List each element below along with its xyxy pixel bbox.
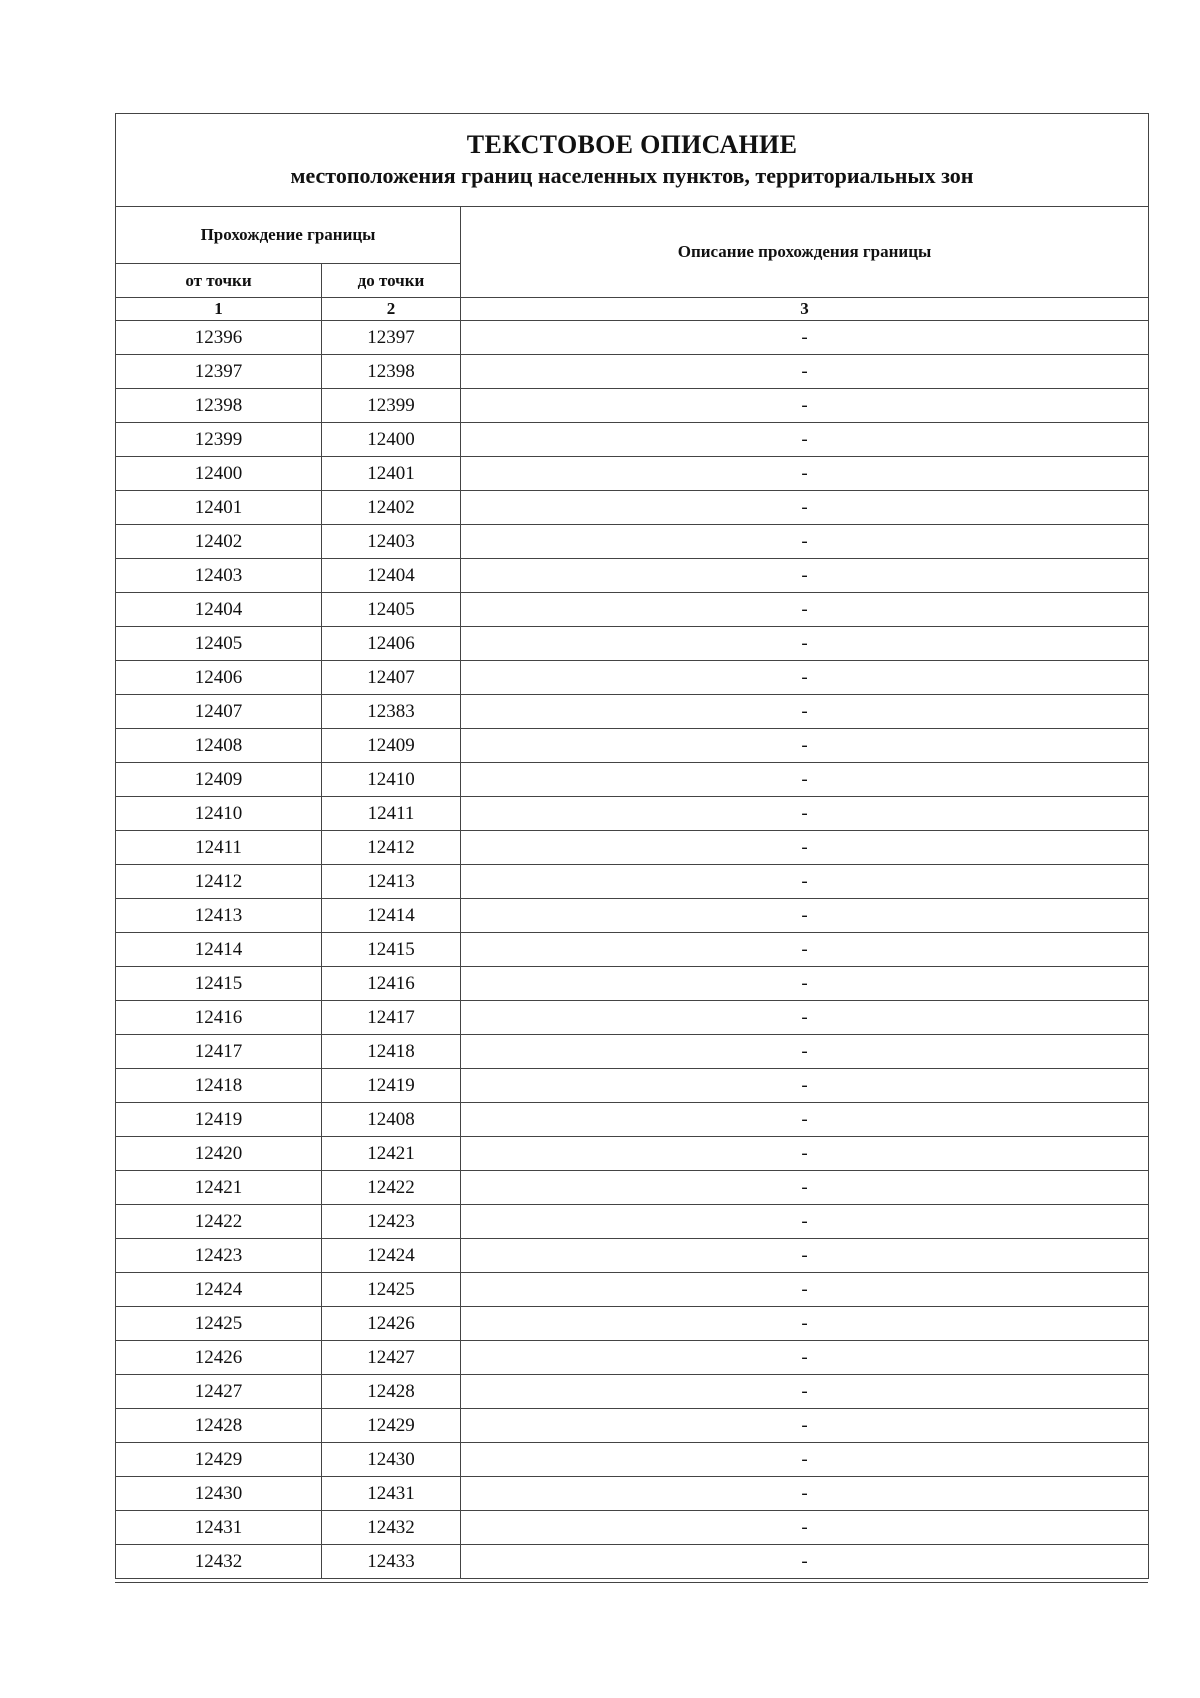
to-point-cell: 12433 xyxy=(322,1545,461,1579)
from-point-cell: 12423 xyxy=(116,1239,322,1273)
table-row xyxy=(116,1409,1149,1443)
from-point-cell: 12408 xyxy=(116,729,322,763)
to-point-cell: 12404 xyxy=(322,559,461,593)
description-cell: - xyxy=(461,1001,1149,1035)
table-row xyxy=(116,627,1149,661)
table-row xyxy=(116,525,1149,559)
table-row xyxy=(116,1171,1149,1205)
to-point-cell: 12409 xyxy=(322,729,461,763)
boundary-description-document xyxy=(115,113,1148,1579)
description-cell: - xyxy=(461,1035,1149,1069)
from-point-cell: 12405 xyxy=(116,627,322,661)
from-point-cell: 12419 xyxy=(116,1103,322,1137)
to-point-cell: 12383 xyxy=(322,695,461,729)
table-row xyxy=(116,1511,1149,1545)
description-header: Описание прохождения границы xyxy=(461,207,1149,298)
description-cell: - xyxy=(461,729,1149,763)
description-cell: - xyxy=(461,1103,1149,1137)
column-number: 1 xyxy=(116,298,322,321)
from-point-cell: 12404 xyxy=(116,593,322,627)
description-cell: - xyxy=(461,355,1149,389)
description-cell: - xyxy=(461,831,1149,865)
from-point-cell: 12422 xyxy=(116,1205,322,1239)
from-point-cell: 12398 xyxy=(116,389,322,423)
to-point-cell: 12421 xyxy=(322,1137,461,1171)
to-point-cell: 12424 xyxy=(322,1239,461,1273)
to-point-cell: 12411 xyxy=(322,797,461,831)
to-point-header: до точки xyxy=(322,264,461,298)
table-row xyxy=(116,831,1149,865)
to-point-cell: 12422 xyxy=(322,1171,461,1205)
description-cell: - xyxy=(461,797,1149,831)
from-point-cell: 12401 xyxy=(116,491,322,525)
description-cell: - xyxy=(461,1273,1149,1307)
table-row xyxy=(116,389,1149,423)
description-cell: - xyxy=(461,1375,1149,1409)
from-point-cell: 12397 xyxy=(116,355,322,389)
table-row xyxy=(116,321,1149,355)
to-point-cell: 12398 xyxy=(322,355,461,389)
table-row xyxy=(116,1103,1149,1137)
table-row xyxy=(116,695,1149,729)
description-cell: - xyxy=(461,1205,1149,1239)
from-point-cell: 12414 xyxy=(116,933,322,967)
from-point-cell: 12421 xyxy=(116,1171,322,1205)
table-row xyxy=(116,457,1149,491)
to-point-cell: 12425 xyxy=(322,1273,461,1307)
description-cell: - xyxy=(461,559,1149,593)
column-number: 3 xyxy=(461,298,1149,321)
from-point-cell: 12418 xyxy=(116,1069,322,1103)
description-cell: - xyxy=(461,695,1149,729)
to-point-cell: 12414 xyxy=(322,899,461,933)
from-point-cell: 12400 xyxy=(116,457,322,491)
to-point-cell: 12401 xyxy=(322,457,461,491)
to-point-cell: 12400 xyxy=(322,423,461,457)
table-row xyxy=(116,1307,1149,1341)
table-bottom-rule xyxy=(115,1582,1148,1583)
document-subtitle: местоположения границ населенных пунктов, территориальных зон xyxy=(290,163,974,188)
description-cell: - xyxy=(461,525,1149,559)
from-point-cell: 12415 xyxy=(116,967,322,1001)
from-point-header: от точки xyxy=(116,264,322,298)
document-title: ТЕКСТОВОЕ ОПИСАНИЕ xyxy=(466,130,798,159)
to-point-cell: 12405 xyxy=(322,593,461,627)
description-cell: - xyxy=(461,627,1149,661)
from-point-cell: 12411 xyxy=(116,831,322,865)
from-point-cell: 12403 xyxy=(116,559,322,593)
table-row xyxy=(116,491,1149,525)
from-point-cell: 12417 xyxy=(116,1035,322,1069)
from-point-cell: 12429 xyxy=(116,1443,322,1477)
from-point-cell: 12431 xyxy=(116,1511,322,1545)
table-row xyxy=(116,1545,1149,1579)
to-point-cell: 12426 xyxy=(322,1307,461,1341)
from-point-cell: 12427 xyxy=(116,1375,322,1409)
description-cell: - xyxy=(461,661,1149,695)
description-cell: - xyxy=(461,967,1149,1001)
boundary-passage-header: Прохождение границы xyxy=(116,207,461,264)
to-point-cell: 12408 xyxy=(322,1103,461,1137)
table-row xyxy=(116,559,1149,593)
to-point-cell: 12432 xyxy=(322,1511,461,1545)
from-point-cell: 12399 xyxy=(116,423,322,457)
table-row xyxy=(116,1443,1149,1477)
table-row xyxy=(116,967,1149,1001)
table-row xyxy=(116,797,1149,831)
table-row xyxy=(116,1273,1149,1307)
table-row xyxy=(116,729,1149,763)
description-cell: - xyxy=(461,865,1149,899)
description-cell: - xyxy=(461,1171,1149,1205)
to-point-cell: 12427 xyxy=(322,1341,461,1375)
description-cell: - xyxy=(461,763,1149,797)
from-point-cell: 12420 xyxy=(116,1137,322,1171)
table-row xyxy=(116,423,1149,457)
to-point-cell: 12428 xyxy=(322,1375,461,1409)
description-cell: - xyxy=(461,1069,1149,1103)
to-point-cell: 12429 xyxy=(322,1409,461,1443)
table-row xyxy=(116,933,1149,967)
from-point-cell: 12428 xyxy=(116,1409,322,1443)
from-point-cell: 12425 xyxy=(116,1307,322,1341)
description-cell: - xyxy=(461,1137,1149,1171)
from-point-cell: 12413 xyxy=(116,899,322,933)
table-row xyxy=(116,899,1149,933)
to-point-cell: 12431 xyxy=(322,1477,461,1511)
boundary-table xyxy=(115,113,1149,1579)
table-row xyxy=(116,1001,1149,1035)
to-point-cell: 12416 xyxy=(322,967,461,1001)
to-point-cell: 12397 xyxy=(322,321,461,355)
from-point-cell: 12430 xyxy=(116,1477,322,1511)
description-cell: - xyxy=(461,899,1149,933)
to-point-cell: 12403 xyxy=(322,525,461,559)
description-cell: - xyxy=(461,1409,1149,1443)
to-point-cell: 12419 xyxy=(322,1069,461,1103)
to-point-cell: 12399 xyxy=(322,389,461,423)
description-cell: - xyxy=(461,1477,1149,1511)
to-point-cell: 12430 xyxy=(322,1443,461,1477)
from-point-cell: 12406 xyxy=(116,661,322,695)
description-cell: - xyxy=(461,593,1149,627)
column-number: 2 xyxy=(322,298,461,321)
description-cell: - xyxy=(461,321,1149,355)
description-cell: - xyxy=(461,1307,1149,1341)
from-point-cell: 12426 xyxy=(116,1341,322,1375)
table-row xyxy=(116,1341,1149,1375)
description-cell: - xyxy=(461,933,1149,967)
table-row xyxy=(116,1375,1149,1409)
from-point-cell: 12407 xyxy=(116,695,322,729)
description-cell: - xyxy=(461,423,1149,457)
description-cell: - xyxy=(461,491,1149,525)
description-cell: - xyxy=(461,1511,1149,1545)
table-row xyxy=(116,661,1149,695)
table-row xyxy=(116,1137,1149,1171)
table-row xyxy=(116,355,1149,389)
from-point-cell: 12410 xyxy=(116,797,322,831)
to-point-cell: 12423 xyxy=(322,1205,461,1239)
table-row xyxy=(116,1477,1149,1511)
description-cell: - xyxy=(461,1239,1149,1273)
from-point-cell: 12396 xyxy=(116,321,322,355)
table-row xyxy=(116,1035,1149,1069)
table-row xyxy=(116,1239,1149,1273)
to-point-cell: 12413 xyxy=(322,865,461,899)
to-point-cell: 12407 xyxy=(322,661,461,695)
from-point-cell: 12409 xyxy=(116,763,322,797)
from-point-cell: 12402 xyxy=(116,525,322,559)
to-point-cell: 12406 xyxy=(322,627,461,661)
to-point-cell: 12402 xyxy=(322,491,461,525)
from-point-cell: 12432 xyxy=(116,1545,322,1579)
table-row xyxy=(116,763,1149,797)
table-row xyxy=(116,1069,1149,1103)
from-point-cell: 12424 xyxy=(116,1273,322,1307)
table-row xyxy=(116,593,1149,627)
description-cell: - xyxy=(461,1443,1149,1477)
table-row xyxy=(116,1205,1149,1239)
description-cell: - xyxy=(461,1545,1149,1579)
description-cell: - xyxy=(461,1341,1149,1375)
to-point-cell: 12412 xyxy=(322,831,461,865)
description-cell: - xyxy=(461,457,1149,491)
title-block xyxy=(116,114,1149,207)
description-cell: - xyxy=(461,389,1149,423)
to-point-cell: 12415 xyxy=(322,933,461,967)
from-point-cell: 12416 xyxy=(116,1001,322,1035)
table-row xyxy=(116,865,1149,899)
to-point-cell: 12418 xyxy=(322,1035,461,1069)
from-point-cell: 12412 xyxy=(116,865,322,899)
to-point-cell: 12417 xyxy=(322,1001,461,1035)
to-point-cell: 12410 xyxy=(322,763,461,797)
